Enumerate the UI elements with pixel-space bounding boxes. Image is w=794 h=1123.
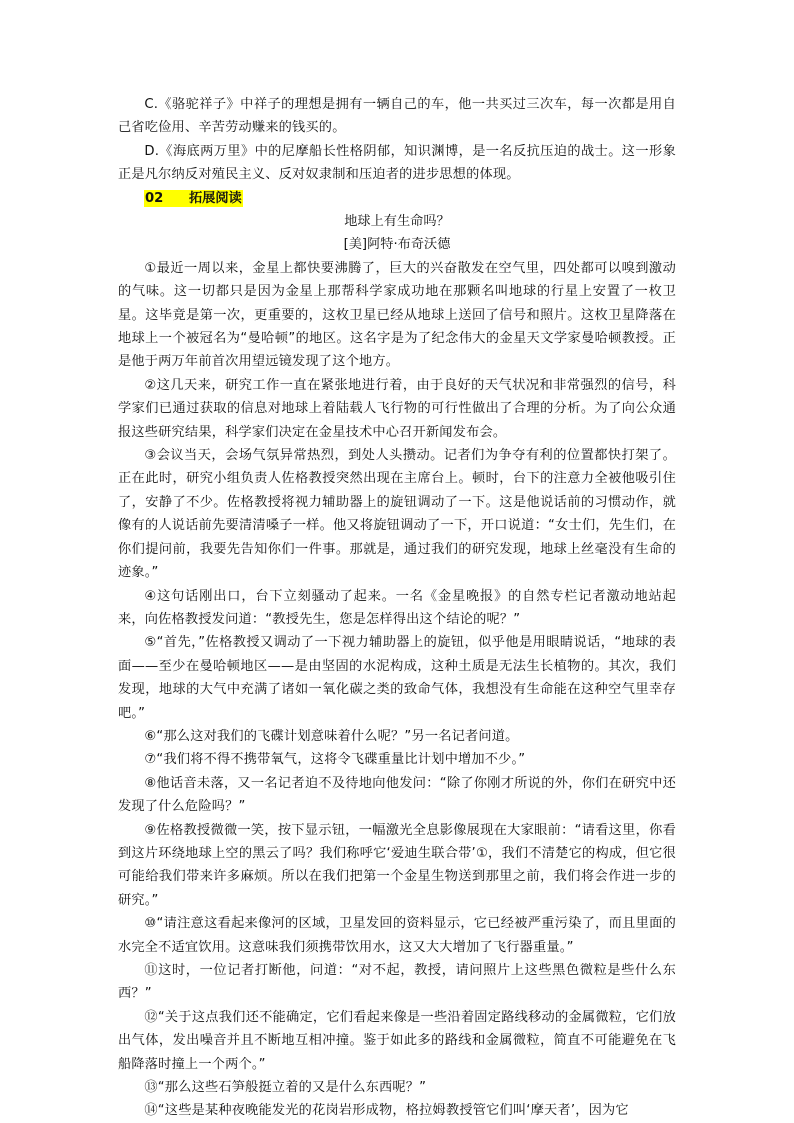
article-paragraph: ⑭“这些是某种夜晚能发光的花岗岩形成物，格拉姆教授管它们叫‘摩天者’，因为它 <box>144 1103 629 1119</box>
article-paragraph: ⑧他话音未落，又一名记者迫不及待地向他发问：“除了你刚才所说的外，你们在研究中还发现了什么危险吗？” <box>118 775 676 815</box>
article-paragraph: ②这几天来，研究工作一直在紧张地进行着，由于良好的天气状况和非常强烈的信号，科学家们已通过获取的信息对地球上着陆载人飞行物的可行性做出了合理的分析。为了向公众通报这些研究结果，科学家们决定在金星技术中心召开新闻发布会。 <box>118 377 676 440</box>
article-paragraph: ⑬“那么这些石笋般挺立着的又是什么东西呢？” <box>144 1080 427 1096</box>
option-c: C.《骆驼祥子》中祥子的理想是拥有一辆自己的车，他一共买过三次车，每一次都是用自己省吃俭用、辛苦劳动赚来的钱买的。 <box>118 97 676 136</box>
article-paragraph: ①最近一周以来，金星上都快要沸腾了，巨大的兴奋散发在空气里，四处都可以嗅到激动的气味。这一切都只是因为金星上那帮科学家成功地在那颗名叫地球的行星上安置了一枚卫星。这毕竟是第一次，更重要的，这枚卫星已经从地球上送回了信号和照片。这枚卫星降落在地球上一个被冠名为“曼哈顿”的地区。这名字是为了纪念伟大的金星天文学家曼哈顿教授。正是他于两万年前首次用望远镜发现了这个地方。 <box>118 260 676 370</box>
article-paragraph: ⑦“我们将不得不携带氧气，这将令飞碟重量比计划中增加不少。” <box>144 752 526 768</box>
article-title: 地球上有生命吗？ <box>344 214 450 230</box>
section-highlight <box>144 190 243 207</box>
section-number: 02 <box>145 190 164 206</box>
article-paragraph: ⑤“首先，”佐格教授又调动了一下视力辅助器上的旋钮，似乎他是用眼睛说话，“地球的表面——至少在曼哈顿地区——是由坚固的水泥构成，这种土质是无法生长植物的。其次，我们发现，地球的大气中充满了诸如一氧化碳之类的致命气体，我想没有生命能在这种空气里幸存吧。” <box>118 635 676 721</box>
article-author: [美]阿特·布奇沃德 <box>343 237 451 253</box>
article-paragraph: ⑪这时，一位记者打断他，问道：“对不起，教授，请问照片上这些黑色微粒是些什么东西？” <box>118 963 676 1002</box>
article-paragraph: ⑥“那么这对我们的飞碟计划意味着什么呢？”另一名记者问道。 <box>144 728 519 744</box>
section-heading <box>118 187 676 210</box>
article-paragraph: ③会议当天，会场气氛异常热烈，到处人头攒动。记者们为争夺有利的位置都快打架了。正在此时，研究小组负责人佐格教授突然出现在主席台上。顿时，台下的注意力全被他吸引住了，安静了不少。佐格教授将视力辅助器上的旋钮调动了一下。这是他说话前的习惯动作，就像有的人说话前先要清清嗓子一样。他又将旋钮调动了一下，开口说道：“女士们，先生们，在你们提问前，我要先告知你们一件事。那就是，通过我们的研究发现，地球上丝毫没有生命的迹象。” <box>118 448 676 581</box>
article-paragraph: ⑨佐格教授微微一笑，按下显示钮，一幅激光全息影像展现在大家眼前：“请看这里，你看到这片环绕地球上空的黑云了吗？我们称呼它‘爱迪生联合带’①，我们不清楚它的构成，但它很可能给我们带来许多麻烦。所以在我们把第一个金星生物送到那里之前，我们将会作进一步的研究。” <box>118 822 676 908</box>
section-title: 拓展阅读 <box>189 190 242 206</box>
article-paragraph: ⑩“请注意这看起来像河的区域，卫星发回的资料显示，它已经被严重污染了，而且里面的水完全不适宜饮用。这意味我们须携带饮用水，这又大大增加了飞行器重量。” <box>118 916 676 955</box>
article-paragraph: ⑫“关于这点我们还不能确定，它们看起来像是一些沿着固定路线移动的金属微粒，它们放出气体，发出噪音并且不断地互相冲撞。鉴于如此多的路线和金属微粒，简直不可能避免在飞船降落时撞上一个两个。” <box>118 1009 676 1072</box>
article-paragraph: ④这句话刚出口，台下立刻骚动了起来。一名《金星晚报》的自然专栏记者激动地站起来，向佐格教授发问道：“教授先生，您是怎样得出这个结论的呢？” <box>118 588 676 627</box>
option-d: D.《海底两万里》中的尼摩船长性格阴郁，知识渊博，是一名反抗压迫的战士。这一形象正是凡尔纳反对殖民主义、反对奴隶制和压迫者的进步思想的体现。 <box>118 143 676 183</box>
